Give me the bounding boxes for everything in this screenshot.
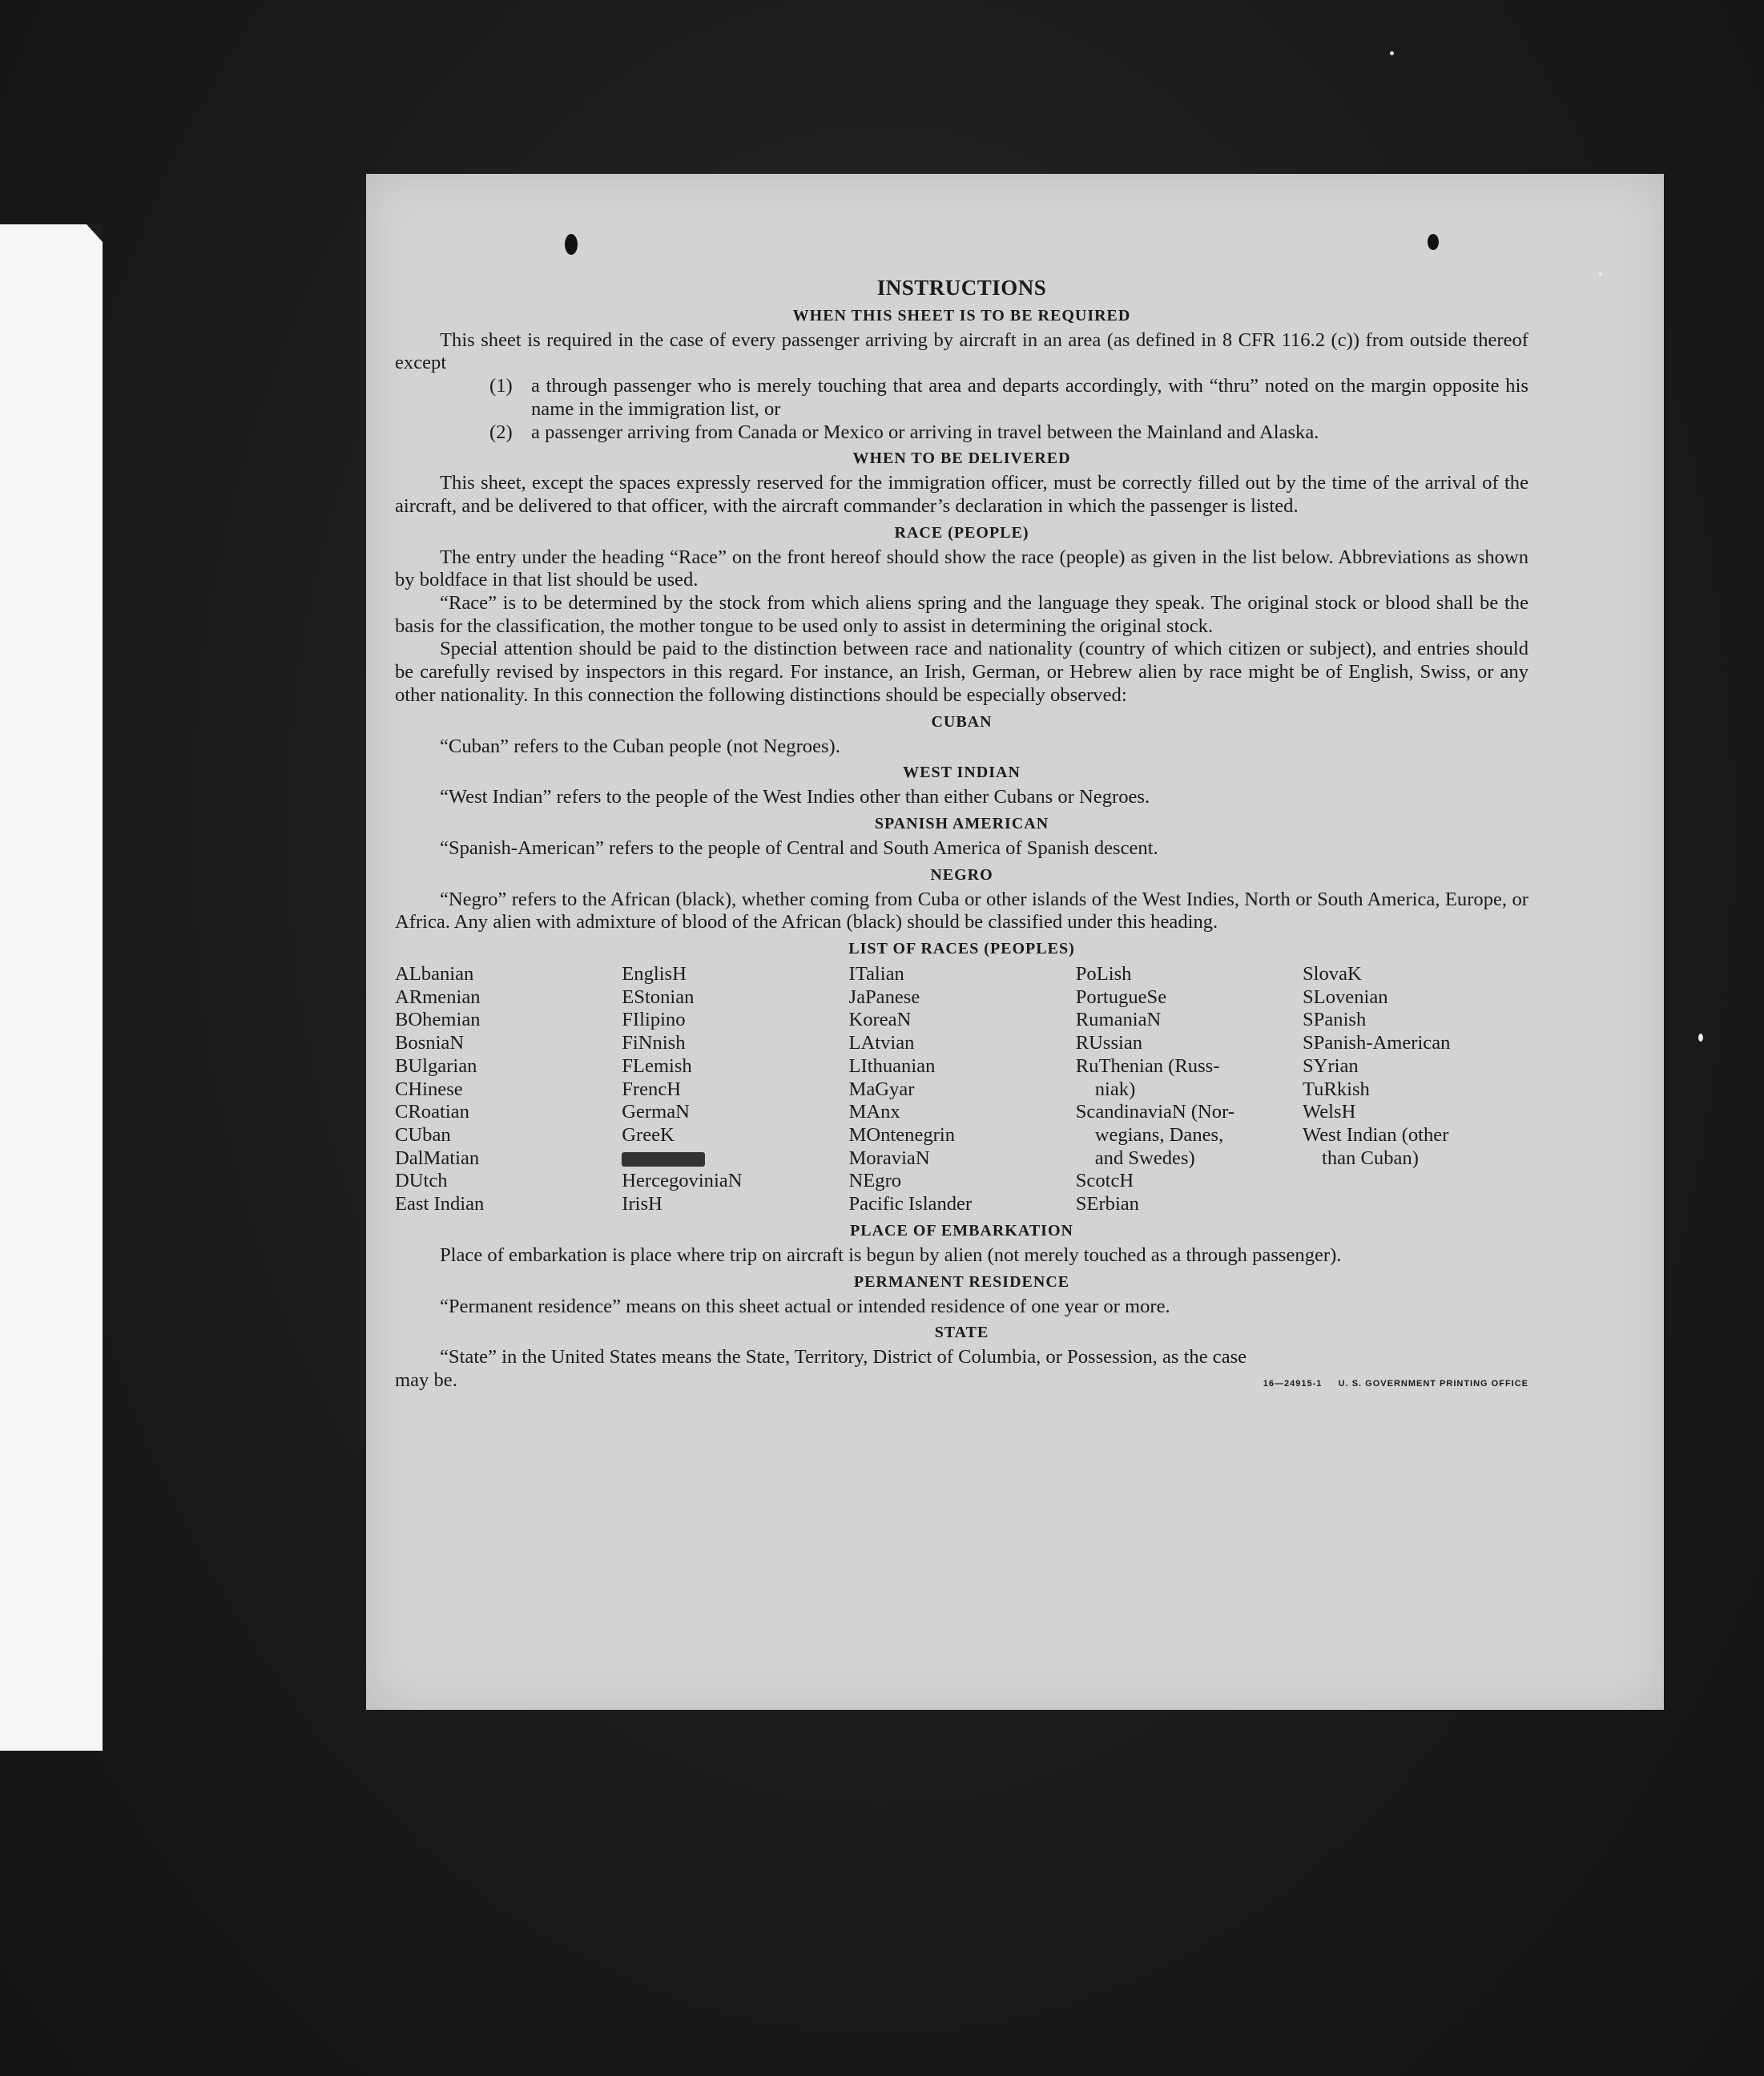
race-column — [849, 963, 1075, 1216]
form-code: 16—24915-1 — [1263, 1378, 1323, 1389]
race-entry: GermaN — [622, 1101, 690, 1123]
race-entry: MoraviaN — [848, 1147, 930, 1169]
race-entry: East Indian — [395, 1193, 485, 1215]
punch-hole-right — [1428, 234, 1439, 250]
race-entry: MOntenegrin — [848, 1123, 956, 1146]
race-entry: PortugueSe — [1075, 986, 1167, 1008]
race-entry: JaPanese — [848, 986, 920, 1008]
race-entry: West Indian (other — [1303, 1123, 1449, 1146]
race-entry: ScandinaviaN (Nor- — [1075, 1101, 1234, 1123]
punch-hole-left — [565, 234, 578, 255]
exception-number: (2) — [489, 421, 513, 443]
race-column — [622, 963, 848, 1216]
race-entry: ITalian — [848, 963, 904, 986]
exception-item — [489, 375, 1528, 421]
section-heading-west-indian: WEST INDIAN — [903, 764, 1021, 782]
race-entry: EStonian — [622, 986, 695, 1008]
race-entry: FLemish — [622, 1054, 692, 1077]
section-heading-cuban: CUBAN — [931, 712, 993, 731]
race-entry: CHinese — [395, 1078, 463, 1100]
print-imprint — [1263, 1373, 1528, 1396]
race-column — [395, 963, 621, 1216]
section-heading-residence: PERMANENT RESIDENCE — [853, 1272, 1070, 1291]
race-entry: WelsH — [1303, 1101, 1356, 1123]
race-entry-redacted — [622, 1147, 848, 1171]
dust-speck — [1390, 51, 1394, 55]
redaction-mark — [622, 1152, 705, 1167]
document-title: INSTRUCTIONS — [876, 276, 1047, 300]
race-entry: SPanish — [1303, 1009, 1367, 1031]
section-heading-embarkation: PLACE OF EMBARKATION — [850, 1221, 1073, 1240]
race-entry: SYrian — [1303, 1054, 1359, 1077]
race-entry: BOhemian — [395, 1009, 481, 1031]
race-entry: RumaniaN — [1075, 1009, 1162, 1031]
race-entry: EnglisH — [622, 963, 687, 986]
exception-item — [489, 421, 1528, 445]
state-last-line — [395, 1369, 1528, 1396]
race-entry: PoLish — [1075, 963, 1132, 986]
race-entry: KoreaN — [848, 1009, 912, 1031]
race-entry: SPanish-American — [1303, 1032, 1451, 1054]
race-entry: HercegoviniaN — [622, 1170, 743, 1192]
section-heading-state: STATE — [934, 1324, 989, 1342]
race-entry: TuRkish — [1303, 1078, 1370, 1100]
race-entry-continuation: than Cuban) — [1322, 1147, 1419, 1169]
dust-speck — [1698, 1034, 1703, 1042]
exception-text: a passenger arriving from Canada or Mexico or arriving in travel between the Mainland and Alaska. — [531, 421, 1319, 443]
race-entry: FrencH — [622, 1078, 682, 1100]
spanish-american-text: “Spanish-American” refers to the people of Central and South America of Spanish descent. — [440, 836, 1158, 859]
race-entry: ScotcH — [1075, 1170, 1134, 1192]
race-entry: NEgro — [848, 1170, 902, 1192]
delivered-text: This sheet, except the spaces expressly reserved for the immigration officer, must be correctly filled out by the time of the arrival of the aircraft, and be delivered to that officer, with the aircraft commander’s declaration in which the passenger is listed. — [395, 472, 1528, 517]
embarkation-text: Place of embarkation is place where trip on aircraft is begun by alien (not merely touched as a through passenger). — [440, 1244, 1342, 1266]
race-entry: IrisH — [622, 1193, 663, 1215]
section-heading-negro: NEGRO — [930, 865, 993, 884]
section-heading-required: WHEN THIS SHEET IS TO BE REQUIRED — [792, 306, 1131, 325]
required-intro: This sheet is required in the case of every passenger arriving by aircraft in an area (as defined in 8 CFR 116.2 (c)) from outside thereof except — [395, 329, 1528, 374]
race-entry: ARmenian — [395, 986, 481, 1008]
race-entry: BosniaN — [395, 1032, 465, 1054]
race-entry: MaGyar — [848, 1078, 915, 1100]
race-entry: LAtvian — [848, 1032, 915, 1054]
race-paragraph-2: “Race” is to be determined by the stock from which aliens spring and the language they speak. The original stock or blood shall be the basis for the classification, the mother tongue to be used only to assist in determining the original stock. — [395, 592, 1528, 637]
state-text: “State” in the United States means the State, Territory, District of Columbia, or Possession, as the case — [440, 1346, 1247, 1369]
race-entry: SErbian — [1075, 1193, 1139, 1215]
race-entry: DUtch — [395, 1170, 448, 1192]
printer-name: U. S. GOVERNMENT PRINTING OFFICE — [1338, 1378, 1528, 1389]
race-list — [395, 963, 1528, 1216]
document-content — [395, 276, 1528, 1396]
section-heading-spanish-american: SPANISH AMERICAN — [874, 814, 1049, 832]
section-heading-list: LIST OF RACES (PEOPLES) — [848, 940, 1075, 958]
race-entry: CUban — [395, 1123, 451, 1146]
section-heading-race: RACE (PEOPLE) — [894, 523, 1029, 542]
race-entry: MAnx — [848, 1101, 900, 1123]
race-paragraph-1: The entry under the heading “Race” on the front hereof should show the race (people) as given in the list below. Abbreviations as shown by boldface in that list should be used. — [395, 546, 1528, 591]
race-column — [1076, 963, 1302, 1216]
dust-speck — [1599, 272, 1602, 276]
cuban-text: “Cuban” refers to the Cuban people (not Negroes). — [440, 735, 840, 757]
race-entry-continuation: niak) — [1094, 1078, 1136, 1100]
exception-number: (1) — [489, 375, 513, 397]
race-entry: DalMatian — [395, 1147, 480, 1169]
adjacent-page-edge — [0, 224, 103, 1751]
race-entry: SlovaK — [1303, 963, 1362, 986]
negro-text: “Negro” refers to the African (black), whether coming from Cuba or other islands of the West Indies, North or South America, Europe, or Africa. Any alien with admixture of blood of the African (black) should be classified under this heading. — [395, 888, 1528, 933]
race-entry: GreeK — [622, 1123, 675, 1146]
race-paragraph-3: Special attention should be paid to the distinction between race and nationality (country of which citizen or subject), and entries should be carefully revised by inspectors in this regard. For instance, an Irish, German, or Hebrew alien by race might be of English, Swiss, or any other nationality. In this connection the following distinctions should be especially observed: — [395, 638, 1528, 706]
race-entry-continuation: wegians, Danes, — [1094, 1123, 1224, 1146]
race-entry: RuThenian (Russ- — [1075, 1054, 1220, 1077]
residence-text: “Permanent residence” means on this sheet actual or intended residence of one year or more. — [440, 1295, 1170, 1317]
race-entry: FIlipino — [622, 1009, 686, 1031]
race-entry: BUlgarian — [395, 1054, 477, 1077]
exception-text: a through passenger who is merely touching that area and departs accordingly, with “thru” noted on the margin opposite his name in the immigration list, or — [531, 375, 1528, 420]
race-entry: Pacific Islander — [848, 1193, 973, 1215]
race-entry: ALbanian — [395, 963, 474, 986]
section-heading-delivered: WHEN TO BE DELIVERED — [852, 449, 1071, 468]
race-column — [1303, 963, 1528, 1216]
race-entry: LIthuanian — [848, 1054, 936, 1077]
state-text-end: may be. — [395, 1369, 457, 1391]
race-entry: SLovenian — [1303, 986, 1388, 1008]
race-entry: FiNnish — [622, 1032, 686, 1054]
race-entry-continuation: and Swedes) — [1094, 1147, 1195, 1169]
race-entry: RUssian — [1075, 1032, 1143, 1054]
race-entry: CRoatian — [395, 1101, 469, 1123]
west-indian-text: “West Indian” refers to the people of the West Indies other than either Cubans or Negroes. — [440, 786, 1150, 808]
